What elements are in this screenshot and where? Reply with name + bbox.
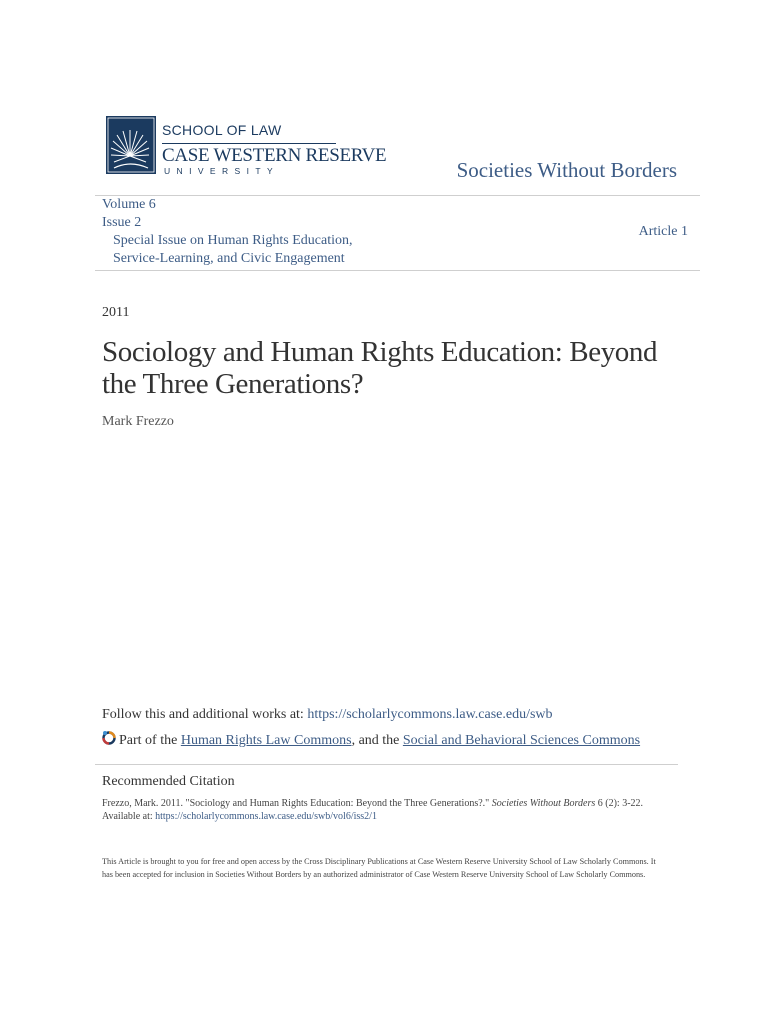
citation-divider: [95, 764, 678, 765]
special-issue-link-line2[interactable]: Service-Learning, and Civic Engagement: [113, 251, 345, 266]
follow-url-link[interactable]: https://scholarlycommons.law.case.edu/swb: [307, 707, 553, 722]
human-rights-law-commons-link[interactable]: Human Rights Law Commons: [180, 733, 352, 748]
available-at-label: Available at:: [102, 811, 156, 822]
journal-title-link[interactable]: Societies Without Borders: [456, 158, 677, 182]
recommended-citation-heading: Recommended Citation: [102, 774, 235, 789]
citation-journal: Societies Without Borders: [491, 798, 596, 809]
article-title: Sociology and Human Rights Education: Beyond the Three Generations?: [102, 336, 658, 400]
sunburst-logo-icon: [106, 116, 156, 174]
issue-divider: [95, 270, 700, 271]
recommended-citation-text: [102, 797, 702, 823]
logo-university: UNIVERSITY: [164, 166, 280, 176]
logo-case-western-reserve: CASE WESTERN RESERVE: [162, 145, 387, 166]
author-name: Mark Frezzo: [102, 414, 174, 429]
open-access-note: This Article is brought to you for free and open access by the Cross Disciplinary Publications at Case Western Reserve University School of Law Scholarly Commons. It has been accepted for inclusion in Societies Without Borders by an authorized administrator of Case Western Reserve University School of Law Scholarly Commons.: [102, 857, 656, 879]
social-behavioral-sciences-commons-link[interactable]: Social and Behavioral Sciences Commons: [402, 733, 641, 748]
issue-link[interactable]: Issue 2: [102, 215, 142, 230]
publication-year: 2011: [102, 305, 130, 320]
logo-school-of-law: SCHOOL OF LAW: [162, 122, 282, 138]
special-issue-link-line1[interactable]: Special Issue on Human Rights Education,: [113, 233, 353, 248]
article-number-link[interactable]: Article 1: [638, 224, 688, 239]
case-western-logo: [106, 116, 387, 176]
issue-info: [102, 196, 353, 268]
follow-line: [102, 707, 553, 723]
part-of-prefix: Part of the: [119, 733, 181, 748]
citation-url-link[interactable]: https://scholarlycommons.law.case.edu/swb/vol6/iss2/1: [155, 811, 377, 822]
citation-text-after: 6 (2): 3-22.: [595, 798, 644, 809]
logo-divider: [162, 143, 336, 144]
volume-link[interactable]: Volume 6: [102, 197, 156, 212]
follow-prefix: Follow this and additional works at:: [102, 707, 308, 722]
part-of-line: [101, 730, 640, 749]
part-of-middle: , and the: [351, 733, 403, 748]
citation-text-before: Frezzo, Mark. 2011. "Sociology and Human Rights Education: Beyond the Three Generations?.": [102, 798, 492, 809]
network-commons-icon: [101, 730, 117, 746]
